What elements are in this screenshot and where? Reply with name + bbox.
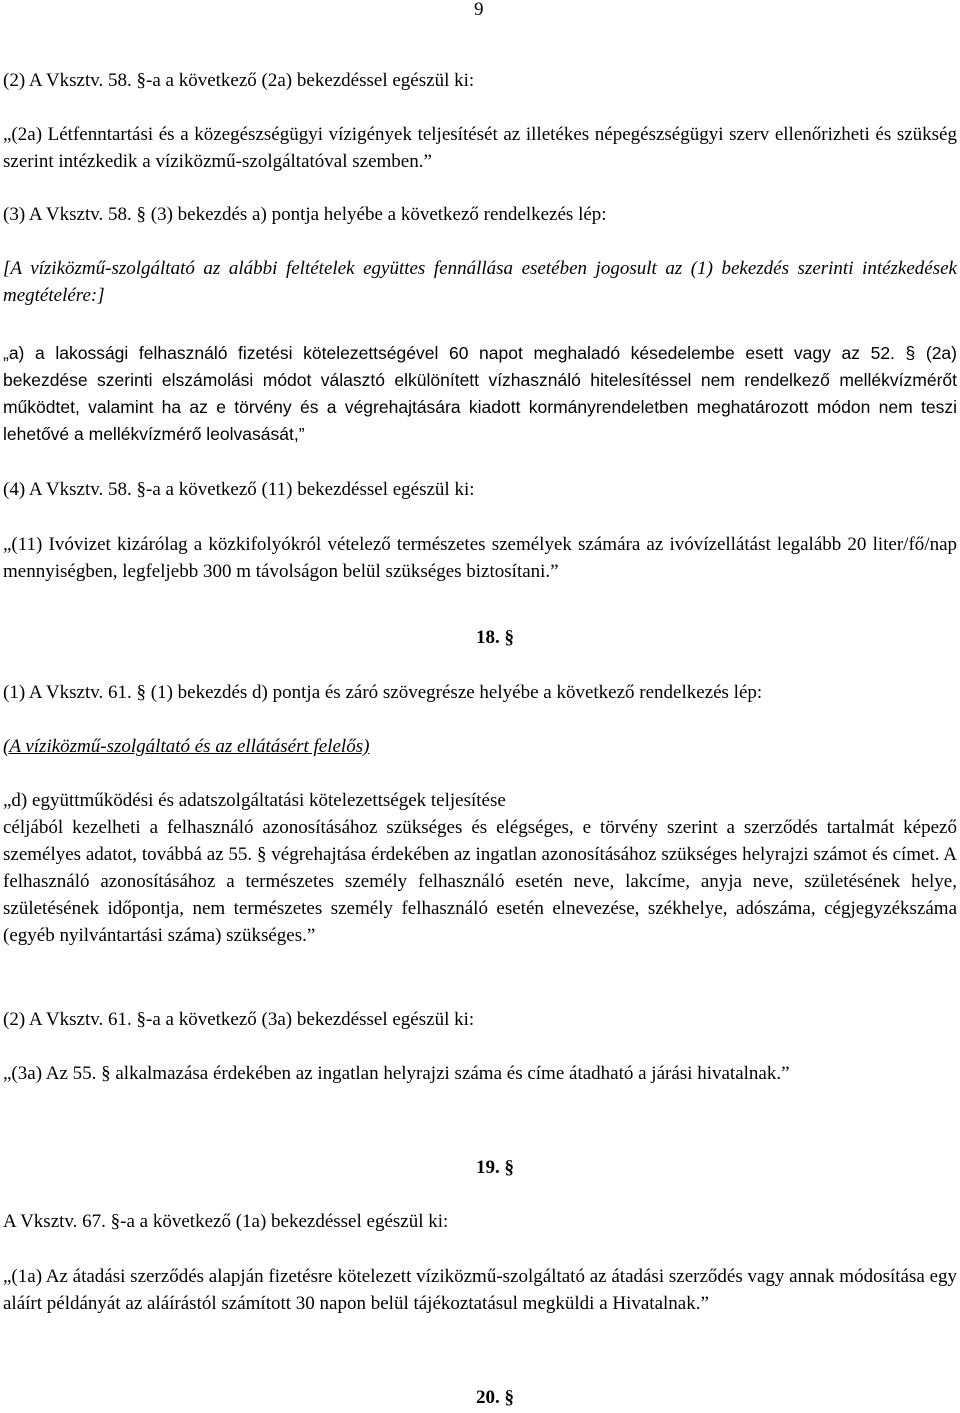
paragraph-quote-1a: „(1a) Az átadási szerződés alapján fizetésre kötelezett víziközmű-szolgáltató az átadási szerződés vagy annak módosítása egy aláírt példányát az aláírástól számított 30 napon belül tájékoztatásul megküldi a Hivatalnak.” — [3, 1266, 957, 1314]
paragraph-quote-2a: „(2a) Létfenntartási és a közegészségügyi vízigények teljesítését az illetékes népegészségügyi szerv ellenőrizheti és szükség szerint intézkedik a víziközmű-szolgáltatóval szemben.” — [3, 124, 957, 172]
page-number: 9 — [474, 0, 484, 20]
paragraph-amendment-58-3: (3) A Vksztv. 58. § (3) bekezdés a) pontja helyébe a következő rendelkezés lép: — [3, 204, 607, 225]
section-heading-20: 20. § — [476, 1387, 514, 1408]
section-heading-19: 19. § — [476, 1157, 514, 1178]
paragraph-quote-d-point: „d) együttműködési és adatszolgáltatási kötelezettségek teljesítése — [3, 790, 506, 811]
paragraph-quote-3a: „(3a) Az 55. § alkalmazása érdekében az ingatlan helyrajzi száma és címe átadható a járási hivatalnak.” — [3, 1063, 790, 1084]
paragraph-amendment-61-1: (1) A Vksztv. 61. § (1) bekezdés d) pontja és záró szövegrésze helyébe a következő rendelkezés lép: — [3, 682, 763, 703]
paragraph-amendment-58-4: (4) A Vksztv. 58. §-a a következő (11) bekezdéssel egészül ki: — [3, 479, 475, 500]
section-heading-18: 18. § — [476, 627, 514, 648]
paragraph-amendment-58-2: (2) A Vksztv. 58. §-a a következő (2a) bekezdéssel egészül ki: — [3, 70, 475, 91]
paragraph-quote-11: „(11) Ivóvizet kizárólag a közkifolyókról vételező természetes személyek számára az ivóvízellátást legalább 20 liter/fő/nap mennyiségben, legfeljebb 300 m távolságon belül szükséges biztosítani.” — [3, 534, 957, 582]
paragraph-amendment-67: A Vksztv. 67. §-a a következő (1a) bekezdéssel egészül ki: — [3, 1211, 449, 1232]
paragraph-amendment-61-2: (2) A Vksztv. 61. §-a a következő (3a) bekezdéssel egészül ki: — [3, 1009, 475, 1030]
paragraph-bracketed-context: [A víziközmű-szolgáltató az alábbi feltételek együttes fennállása esetében jogosult az (1) bekezdés szerinti intézkedések megtételére:] — [3, 258, 957, 306]
paragraph-quote-a-point: „a) a lakossági felhasználó fizetési kötelezettségével 60 napot meghaladó késedelembe esett vagy az 52. § (2a) bekezdése szerinti elszámolási módot választó elkülönített vízhasználó hitelesítéssel nem rendelkező mellékvízmérőt működtet, valamint ha az e törvény és a végrehajtására kiadott kormányrendeletben meghatározott módon nem teszi lehetővé a mellékvízmérő leolvasását,” — [3, 343, 957, 444]
paragraph-bracketed-context-61: (A víziközmű-szolgáltató és az ellátásért felelős) — [3, 736, 370, 757]
paragraph-closing-text-61: céljából kezelheti a felhasználó azonosításához szükséges és elégséges, e törvény szerint a szerződés tartalmát képező személyes adatot, továbbá az 55. § végrehajtása érdekében az ingatlan azonosításához szükséges helyrajzi számot és címet. A felhasználó azonosításához a természetes személy felhasználó esetén neve, lakcíme, anyja neve, születésének helye, születésének időpontja, nem természetes személy felhasználó esetén elnevezése, székhelye, adószáma, cégjegyzékszáma (egyéb nyilvántartási száma) szükséges.” — [3, 817, 957, 946]
